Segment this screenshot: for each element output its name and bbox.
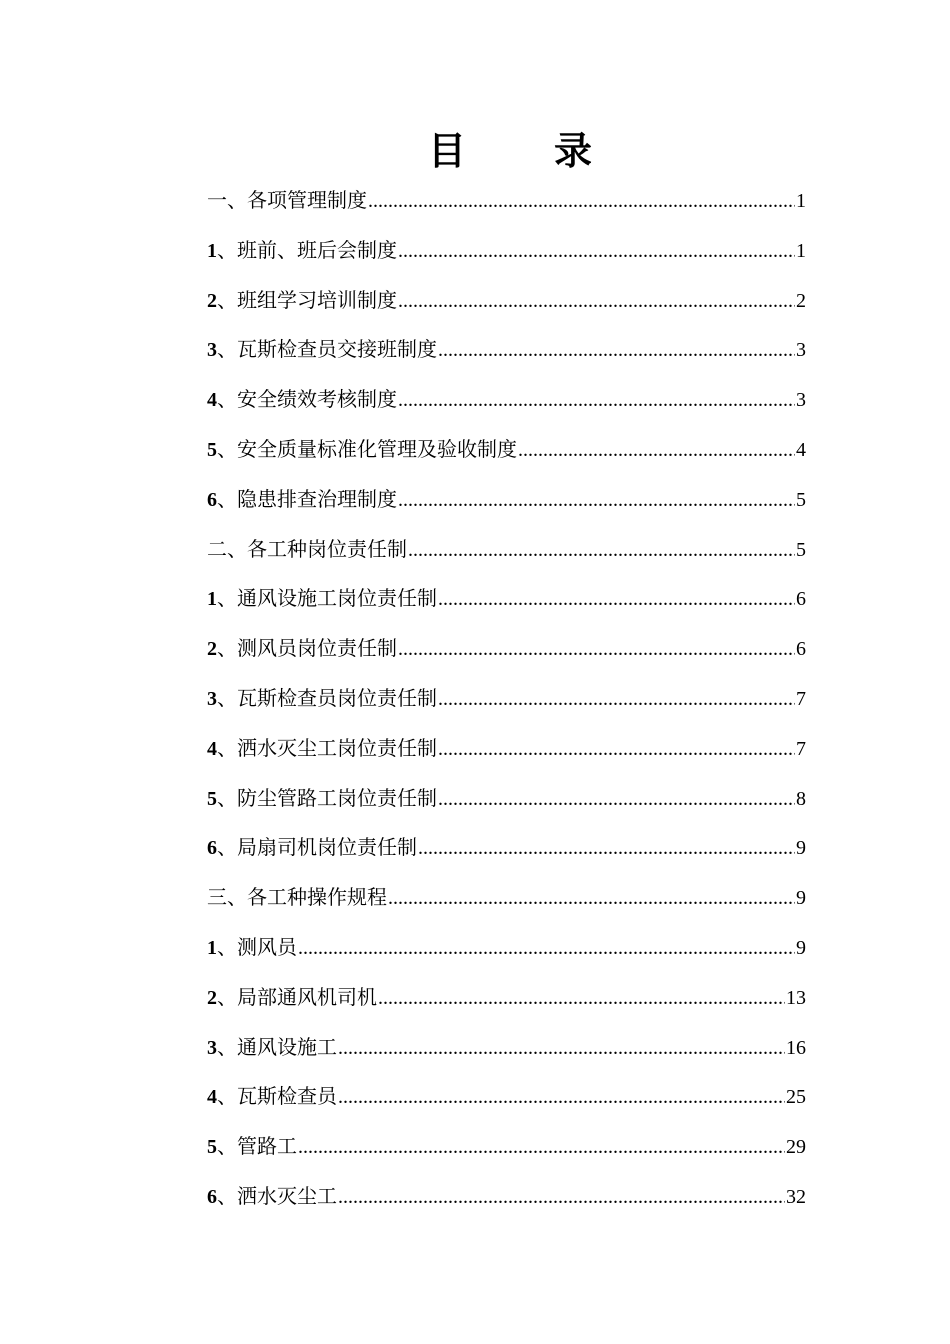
toc-entry[interactable] bbox=[207, 329, 806, 379]
toc-entry-page-number: 9 bbox=[796, 837, 806, 860]
toc-entry-label bbox=[207, 628, 397, 669]
toc-entry[interactable] bbox=[207, 678, 806, 728]
dot-leader bbox=[368, 181, 795, 221]
toc-entry-text: 、管路工 bbox=[217, 1134, 297, 1159]
toc-entry-page-number: 1 bbox=[796, 239, 806, 262]
dot-leader bbox=[398, 231, 795, 271]
toc-entry-page-number: 6 bbox=[796, 638, 806, 661]
toc-entry[interactable] bbox=[207, 977, 806, 1027]
toc-entry-page-number: 29 bbox=[786, 1136, 806, 1159]
toc-entry-text: 一、各项管理制度 bbox=[207, 188, 367, 212]
toc-entry-page-number: 6 bbox=[796, 588, 806, 611]
toc-entry-label bbox=[207, 927, 297, 968]
toc-entry-label bbox=[207, 230, 397, 271]
toc-entry-number: 2 bbox=[207, 638, 217, 661]
dot-leader bbox=[438, 779, 795, 819]
dot-leader bbox=[378, 978, 785, 1018]
toc-entry-label bbox=[207, 429, 517, 470]
toc-entry[interactable] bbox=[207, 1027, 806, 1077]
toc-entry-text: 、班前、班后会制度 bbox=[217, 237, 397, 262]
toc-entry[interactable] bbox=[207, 379, 806, 429]
toc-entry[interactable] bbox=[207, 1076, 806, 1126]
toc-entry-label bbox=[207, 678, 437, 719]
toc-entry-page-number: 7 bbox=[796, 687, 806, 710]
toc-entry[interactable] bbox=[207, 429, 806, 479]
toc-entry-page-number: 32 bbox=[786, 1185, 806, 1208]
toc-entry[interactable] bbox=[207, 479, 806, 529]
toc-entry-text: 、防尘管路工岗位责任制 bbox=[217, 785, 437, 810]
toc-entry-text: 、隐患排查治理制度 bbox=[217, 486, 397, 511]
dot-leader bbox=[398, 480, 795, 520]
toc-entry-label bbox=[207, 728, 437, 769]
dot-leader bbox=[338, 1028, 785, 1068]
toc-entry-text: 、瓦斯检查员 bbox=[217, 1084, 337, 1109]
dot-leader bbox=[408, 530, 795, 570]
dot-leader bbox=[518, 430, 795, 470]
toc-entry[interactable] bbox=[207, 180, 806, 230]
dot-leader bbox=[418, 828, 795, 868]
toc-entry-text: 、瓦斯检查员岗位责任制 bbox=[217, 685, 437, 710]
toc-entry-number: 1 bbox=[207, 239, 217, 262]
toc-entry-page-number: 16 bbox=[786, 1036, 806, 1059]
toc-entry-page-number: 9 bbox=[796, 936, 806, 959]
dot-leader bbox=[338, 1077, 785, 1117]
table-of-contents bbox=[207, 180, 806, 1226]
dot-leader bbox=[398, 281, 795, 321]
toc-entry-number: 4 bbox=[207, 737, 217, 760]
toc-entry-number: 1 bbox=[207, 936, 217, 959]
toc-entry-text: 、测风员 bbox=[217, 934, 297, 959]
toc-entry-label bbox=[207, 1076, 337, 1117]
toc-entry[interactable] bbox=[207, 529, 806, 579]
toc-entry-number: 2 bbox=[207, 289, 217, 312]
toc-entry-label bbox=[207, 280, 397, 321]
toc-entry-number: 3 bbox=[207, 687, 217, 710]
toc-entry[interactable] bbox=[207, 230, 806, 280]
toc-entry-number: 4 bbox=[207, 389, 217, 412]
toc-entry-text: 二、各工种岗位责任制 bbox=[207, 536, 407, 561]
toc-entry-label bbox=[207, 827, 417, 868]
dot-leader bbox=[438, 679, 795, 719]
toc-entry-text: 、洒水灭尘工岗位责任制 bbox=[217, 735, 437, 760]
toc-entry-label bbox=[207, 1027, 337, 1068]
toc-entry[interactable] bbox=[207, 927, 806, 977]
toc-entry[interactable] bbox=[207, 728, 806, 778]
toc-entry-label bbox=[207, 1176, 337, 1217]
toc-entry-label bbox=[207, 1126, 297, 1167]
toc-entry-label bbox=[207, 977, 377, 1018]
toc-entry-page-number: 13 bbox=[786, 986, 806, 1009]
toc-entry-page-number: 1 bbox=[796, 190, 806, 212]
dot-leader bbox=[398, 380, 795, 420]
dot-leader bbox=[438, 579, 795, 619]
toc-entry-label bbox=[207, 180, 367, 220]
toc-entry-text: 、班组学习培训制度 bbox=[217, 287, 397, 312]
toc-entry-page-number: 5 bbox=[796, 538, 806, 561]
title-char-1: 目 bbox=[427, 129, 466, 173]
toc-entry[interactable] bbox=[207, 827, 806, 877]
toc-entry-text: 、通风设施工岗位责任制 bbox=[217, 586, 437, 611]
toc-entry-number: 6 bbox=[207, 837, 217, 860]
toc-entry-label bbox=[207, 529, 407, 569]
toc-entry[interactable] bbox=[207, 778, 806, 828]
toc-entry[interactable] bbox=[207, 578, 806, 628]
toc-entry-page-number: 7 bbox=[796, 737, 806, 760]
dot-leader bbox=[298, 928, 795, 968]
dot-leader bbox=[298, 1127, 785, 1167]
toc-entry-page-number: 9 bbox=[796, 887, 806, 910]
toc-entry-text: 、洒水灭尘工 bbox=[217, 1183, 337, 1208]
toc-entry-label bbox=[207, 778, 437, 819]
toc-entry-page-number: 5 bbox=[796, 488, 806, 511]
toc-entry[interactable] bbox=[207, 628, 806, 678]
toc-entry-number: 3 bbox=[207, 1036, 217, 1059]
toc-entry[interactable] bbox=[207, 280, 806, 330]
title-char-2: 录 bbox=[554, 129, 593, 173]
toc-entry-number: 3 bbox=[207, 339, 217, 362]
toc-entry-page-number: 3 bbox=[796, 389, 806, 412]
page-title bbox=[0, 126, 950, 176]
toc-entry-number: 6 bbox=[207, 488, 217, 511]
dot-leader bbox=[398, 629, 795, 669]
toc-entry[interactable] bbox=[207, 877, 806, 927]
toc-entry-text: 三、各工种操作规程 bbox=[207, 885, 387, 910]
toc-entry-page-number: 4 bbox=[796, 438, 806, 461]
toc-entry-page-number: 2 bbox=[796, 289, 806, 312]
toc-entry-text: 、通风设施工 bbox=[217, 1034, 337, 1059]
dot-leader bbox=[438, 330, 795, 370]
toc-entry-label bbox=[207, 578, 437, 619]
toc-entry[interactable] bbox=[207, 1126, 806, 1176]
toc-entry-number: 2 bbox=[207, 986, 217, 1009]
dot-leader bbox=[438, 729, 795, 769]
toc-entry-text: 、安全质量标准化管理及验收制度 bbox=[217, 436, 517, 461]
toc-entry-number: 5 bbox=[207, 1136, 217, 1159]
toc-entry-text: 、测风员岗位责任制 bbox=[217, 636, 397, 661]
dot-leader bbox=[388, 878, 795, 918]
toc-entry-label bbox=[207, 379, 397, 420]
toc-entry-label bbox=[207, 329, 437, 370]
toc-entry-label bbox=[207, 877, 387, 917]
toc-entry-text: 、安全绩效考核制度 bbox=[217, 387, 397, 412]
toc-entry[interactable] bbox=[207, 1176, 806, 1226]
dot-leader bbox=[338, 1177, 785, 1217]
toc-entry-number: 6 bbox=[207, 1185, 217, 1208]
toc-entry-label bbox=[207, 479, 397, 520]
toc-entry-text: 、瓦斯检查员交接班制度 bbox=[217, 337, 437, 362]
toc-entry-page-number: 3 bbox=[796, 339, 806, 362]
toc-entry-number: 1 bbox=[207, 588, 217, 611]
toc-entry-page-number: 8 bbox=[796, 787, 806, 810]
toc-entry-text: 、局部通风机司机 bbox=[217, 984, 377, 1009]
toc-entry-number: 5 bbox=[207, 438, 217, 461]
toc-entry-text: 、局扇司机岗位责任制 bbox=[217, 835, 417, 860]
toc-entry-number: 4 bbox=[207, 1086, 217, 1109]
toc-entry-number: 5 bbox=[207, 787, 217, 810]
toc-entry-page-number: 25 bbox=[786, 1086, 806, 1109]
